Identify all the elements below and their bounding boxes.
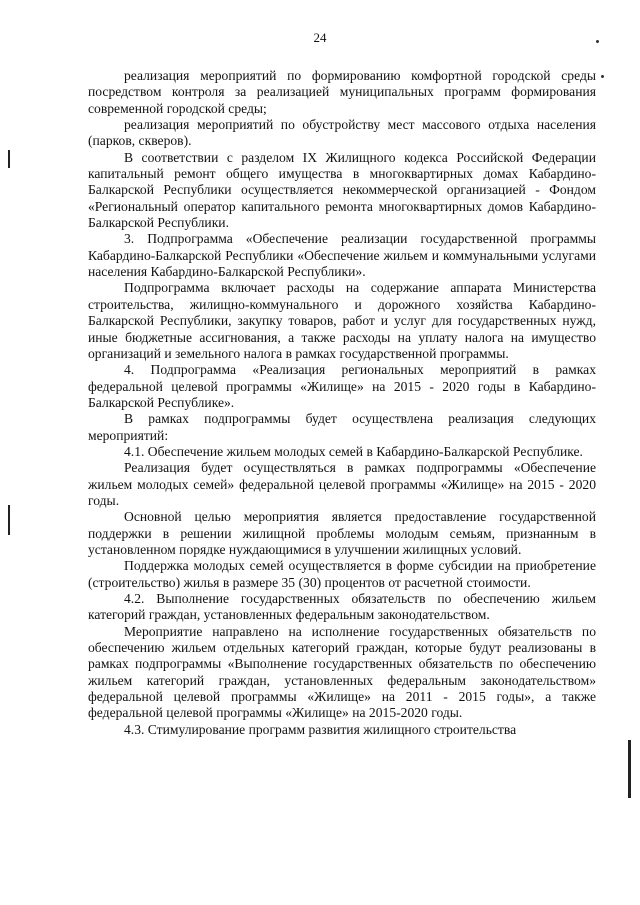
paragraph: 4.1. Обеспечение жильем молодых семей в Кабардино-Балкарской Республике. [124,443,583,459]
scan-mark-right [628,740,631,798]
scan-dot [601,75,604,78]
paragraph: В соответствии с разделом IX Жилищного кодекса Российской Федерации капитальный ремонт общего имущества в многоквартирных домах Кабардино-Балкарской Республики осуществляется некоммерческой организацией - Фондом «Региональный оператор капитального ремонта многоквартирных домов Кабардино-Балкарской Республики. [88,149,596,231]
paragraph: Реализация будет осуществляться в рамках подпрограммы «Обеспечение жильем молодых семей» федеральной целевой программы «Жилище» на 2015 - 2020 годы. [88,460,596,508]
document-body [88,68,596,738]
paragraph: реализация мероприятий по обустройству мест массового отдыха населения (парков, скверов). [88,117,596,149]
paragraph: 4.2. Выполнение государственных обязательств по обеспечению жильем категорий граждан, установленных федеральным законодательством. [88,591,596,623]
paragraph: Поддержка молодых семей осуществляется в форме субсидии на приобретение (строительство) жилья в размере 35 (30) процентов от расчетной стоимости. [88,558,596,590]
scan-dot [596,40,599,43]
paragraph: Основной целью мероприятия является предоставление государственной поддержки в решении жилищной проблемы молодым семьям, признанным в установленном порядке нуждающимися в улучшении жилищных условий. [88,509,596,557]
page-number: 24 [313,30,327,45]
paragraph: 4.3. Стимулирование программ развития жилищного строительства [124,721,517,737]
paragraph: Подпрограмма включает расходы на содержание аппарата Министерства строительства, жилищно-коммунального и дорожного хозяйства Кабардино-Балкарской Республики, закупку товаров, работ и услуг для государственных нужд, иные бюджетные ассигнования, а также расходы на уплату налога на имущество организаций и земельного налога в рамках государственной программы. [88,280,596,361]
scan-mark-left-top [8,150,10,168]
paragraph: Мероприятие направлено на исполнение государственных обязательств по обеспечению жильем отдельных категорий граждан, которые будут реализованы в рамках подпрограммы «Выполнение государственных обязательств по обеспечению жильем категорий граждан, установленных федеральным законодательством» федеральной целевой программы «Жилище» на 2011 - 2015 годы», а также федеральной целевой программы «Жилище» на 2015-2020 годы. [88,623,596,721]
paragraph: 3. Подпрограмма «Обеспечение реализации государственной программы Кабардино-Балкарской Республики «Обеспечение жильем и коммунальными услугами населения Кабардино-Балкарской Республики». [88,231,596,280]
paragraph: реализация мероприятий по формированию комфортной городской среды посредством контроля за реализацией муниципальных программ формирования современной городской среды; [88,68,596,116]
paragraph: 4. Подпрограмма «Реализация региональных мероприятий в рамках федеральной целевой программы «Жилище» на 2015 - 2020 годы в Кабардино-Балкарской Республике». [88,362,596,410]
scan-mark-left-middle [8,505,10,535]
paragraph: В рамках подпрограммы будет осуществлена реализация следующих мероприятий: [88,411,596,443]
